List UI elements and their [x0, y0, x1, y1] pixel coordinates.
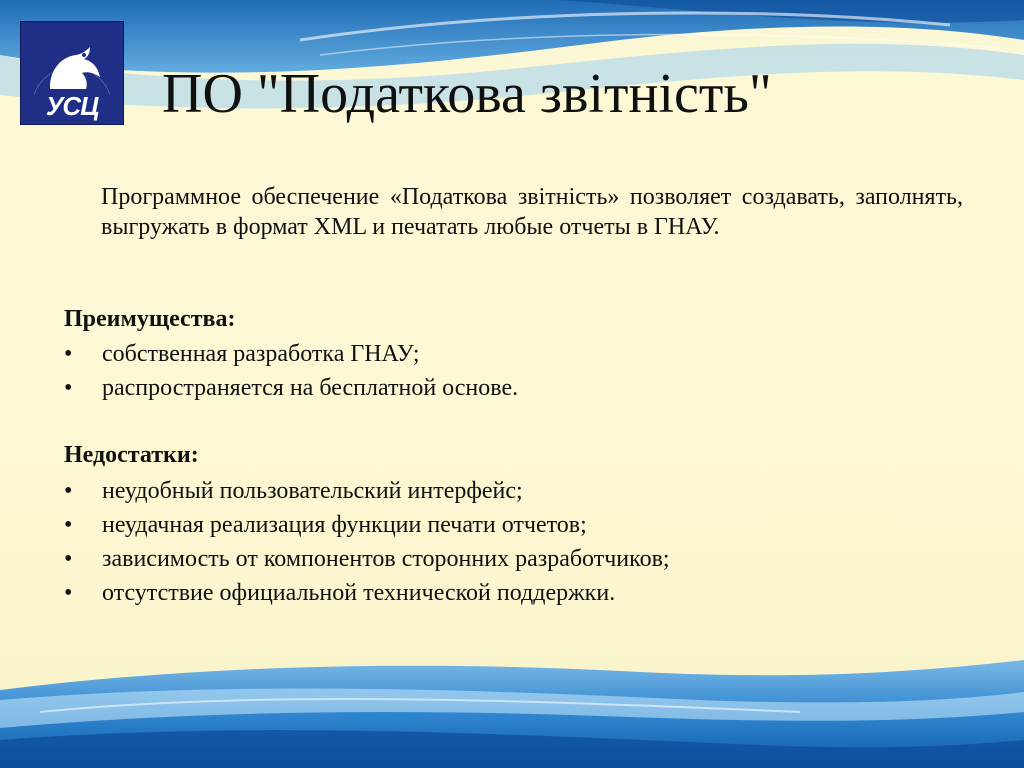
- disadvantages-heading: Недостатки:: [64, 442, 199, 468]
- list-item: [64, 373, 518, 407]
- list-item-text: неудобный пользовательский интерфейс;: [102, 478, 523, 504]
- list-item: [64, 578, 670, 612]
- bullet-icon: •: [64, 580, 73, 606]
- advantages-list: [64, 339, 518, 407]
- list-item: [64, 510, 670, 544]
- list-item-text: неудачная реализация функции печати отчетов;: [102, 512, 587, 538]
- list-item-text: отсутствие официальной технической поддержки.: [102, 580, 616, 606]
- intro-paragraph: Программное обеспечение «Податкова звітність» позволяет создавать, заполнять, выгружать в формат XML и печатать любые отчеты в ГНАУ.: [101, 184, 963, 240]
- list-item: [64, 339, 518, 373]
- bullet-icon: •: [64, 512, 73, 538]
- list-item-text: собственная разработка ГНАУ;: [102, 341, 420, 367]
- list-item: [64, 476, 670, 510]
- bullet-icon: •: [64, 546, 73, 572]
- list-item: [64, 544, 670, 578]
- list-item-text: распространяется на бесплатной основе.: [102, 375, 519, 401]
- logo-initials: УСЦ: [45, 91, 99, 121]
- disadvantages-list: [64, 476, 670, 612]
- bullet-icon: •: [64, 478, 73, 504]
- usc-logo: [20, 21, 124, 125]
- bullet-icon: •: [64, 341, 73, 367]
- list-item-text: зависимость от компонентов сторонних разработчиков;: [102, 546, 670, 572]
- bullet-icon: •: [64, 375, 73, 401]
- slide-title: ПО "Податкова звітність": [162, 63, 772, 125]
- advantages-heading: Преимущества:: [64, 306, 236, 332]
